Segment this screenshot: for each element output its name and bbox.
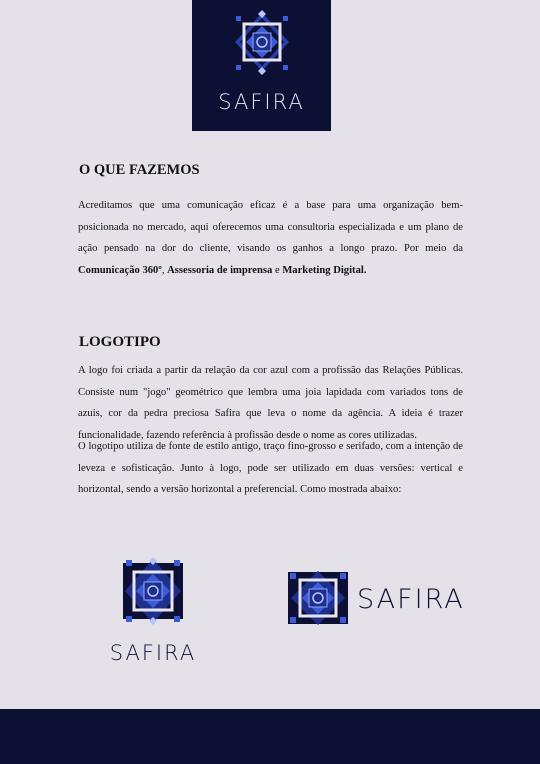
logo-horizontal-brand-name: SAFIRA: [357, 584, 465, 615]
section-title-o-que-fazemos: O QUE FAZEMOS: [79, 162, 200, 178]
o-que-fazemos-body: Acreditamos que uma comunicação eficaz é a base para uma organização bem-posicionada no mercado, aqui oferecemos uma consultoria especializada e um plano de ação pensado na dor do cliente, visando os ganhos a longo prazo. Por meio da: [78, 200, 463, 254]
safira-gem-icon: [286, 570, 350, 626]
separator-and: e: [272, 264, 283, 276]
logo-horizontal: [284, 568, 494, 628]
service-assessoria-imprensa: Assessoria de imprensa: [167, 264, 273, 276]
safira-gem-icon: [121, 557, 185, 625]
header-logo-block: [192, 0, 331, 131]
service-marketing-digital: Marketing Digital.: [282, 264, 367, 276]
footer-bar: [0, 709, 540, 764]
logo-vertical: [104, 555, 202, 667]
logo-vertical-brand-name: SAFIRA: [109, 641, 197, 665]
section-title-logotipo: LOGOTIPO: [79, 334, 161, 350]
logotipo-paragraph-1: A logo foi criada a partir da relação da cor azul com a profissão das Relações Públicas. Consiste num "jogo" geométrico que lembra uma joia lapidada com variados tons de azuis, cor da pedra preciosa Safira que leva o nome da agência. A ideia é trazer funcionalidade, fazendo referência à profissão desde o nome as cores utilizadas.: [78, 365, 463, 441]
o-que-fazemos-text: [78, 195, 463, 281]
service-comunicacao-360: Comunicação 360º: [78, 264, 162, 276]
header-brand-name: SAFIRA: [218, 90, 305, 114]
separator-comma: ,: [161, 264, 168, 276]
safira-gem-icon: [232, 10, 292, 75]
logotipo-paragraph-2: O logotipo utiliza de fonte de estilo antigo, traço fino-grosso e serifado, com a intenção de leveza e sofisticação. Junto à logo, pode ser utilizado em duas versões: vertical e horizontal, sendo a versão horizontal a preferencial. Como mostrada abaixo:: [78, 441, 463, 495]
